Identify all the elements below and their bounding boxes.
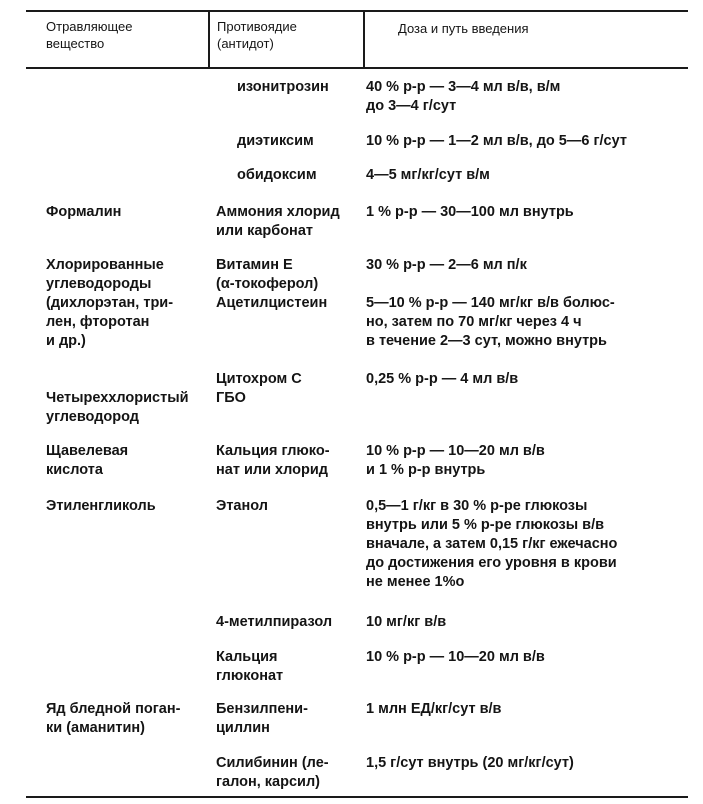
dose-cell: 1,5 г/сут внутрь (20 мг/кг/сут) — [366, 755, 574, 771]
dose-cell: 10 % р-р — 10—20 мл в/в — [366, 649, 545, 665]
antidote-cell: Ацетилцистеин — [216, 295, 328, 311]
antidote-cell: Аммония хлорид или карбонат — [216, 204, 340, 239]
header-divider-1 — [208, 10, 210, 68]
poison-cell: Щавелевая кислота — [46, 443, 129, 478]
dose-cell: 10 мг/кг в/в — [366, 614, 447, 630]
antidote-cell: Кальция глюконат — [216, 649, 284, 684]
antidote-cell: Витамин Е (α-токоферол) — [216, 257, 319, 292]
header-antidote: Противоядие (антидот) — [217, 19, 297, 51]
antidote-cell: 4-метилпиразол — [216, 614, 333, 630]
antidote-cell: Силибинин (ле- галон, карсил) — [216, 755, 329, 790]
poison-cell: Формалин — [46, 204, 122, 220]
dose-cell: 5—10 % р-р — 140 мг/кг в/в болюс- но, затем по 70 мг/кг через 4 ч в течение 2—3 сут, можно внутрь — [366, 295, 615, 349]
dose-cell: 0,25 % р-р — 4 мл в/в — [366, 371, 519, 387]
antidote-cell: обидоксим — [237, 167, 317, 183]
dose-cell: 30 % р-р — 2—6 мл п/к — [366, 257, 527, 273]
antidote-cell: Цитохром С ГБО — [216, 371, 302, 406]
header-divider-2 — [363, 10, 365, 68]
poison-cell: Яд бледной поган- ки (аманитин) — [46, 701, 181, 736]
antidote-cell: Этанол — [216, 498, 268, 514]
dose-cell: 4—5 мг/кг/сут в/м — [366, 167, 490, 183]
dose-cell: 0,5—1 г/кг в 30 % р-ре глюкозы внутрь или 5 % р-ре глюкозы в/в вначале, а затем 0,15 г/кг ежечасно до достижения его уровня в крови не менее 1%о — [366, 498, 618, 590]
header-bottom-border — [26, 67, 688, 69]
poison-cell: Хлорированные углеводороды (дихлорэтан, три- лен, фторотан и др.) — [46, 257, 174, 349]
dose-cell: 10 % р-р — 1—2 мл в/в, до 5—6 г/сут — [366, 133, 627, 149]
antidote-cell: Кальция глюко- нат или хлорид — [216, 443, 330, 478]
dose-cell: 1 млн ЕД/кг/сут в/в — [366, 701, 502, 717]
header-dose: Доза и путь введения — [398, 21, 529, 36]
table-bottom-border — [26, 796, 688, 798]
antidote-cell: изонитрозин — [237, 79, 329, 95]
antidote-cell: Бензилпени- циллин — [216, 701, 308, 736]
poison-cell: Четыреххлористый углеводород — [46, 390, 189, 425]
dose-cell: 1 % р-р — 30—100 мл внутрь — [366, 204, 574, 220]
antidote-cell: диэтиксим — [237, 133, 314, 149]
dose-cell: 10 % р-р — 10—20 мл в/в и 1 % р-р внутрь — [366, 443, 545, 478]
table-top-border — [26, 10, 688, 12]
header-poison: Отравляющее вещество — [46, 19, 133, 51]
poison-cell: Этиленгликоль — [46, 498, 156, 514]
dose-cell: 40 % р-р — 3—4 мл в/в, в/м до 3—4 г/сут — [366, 79, 561, 114]
